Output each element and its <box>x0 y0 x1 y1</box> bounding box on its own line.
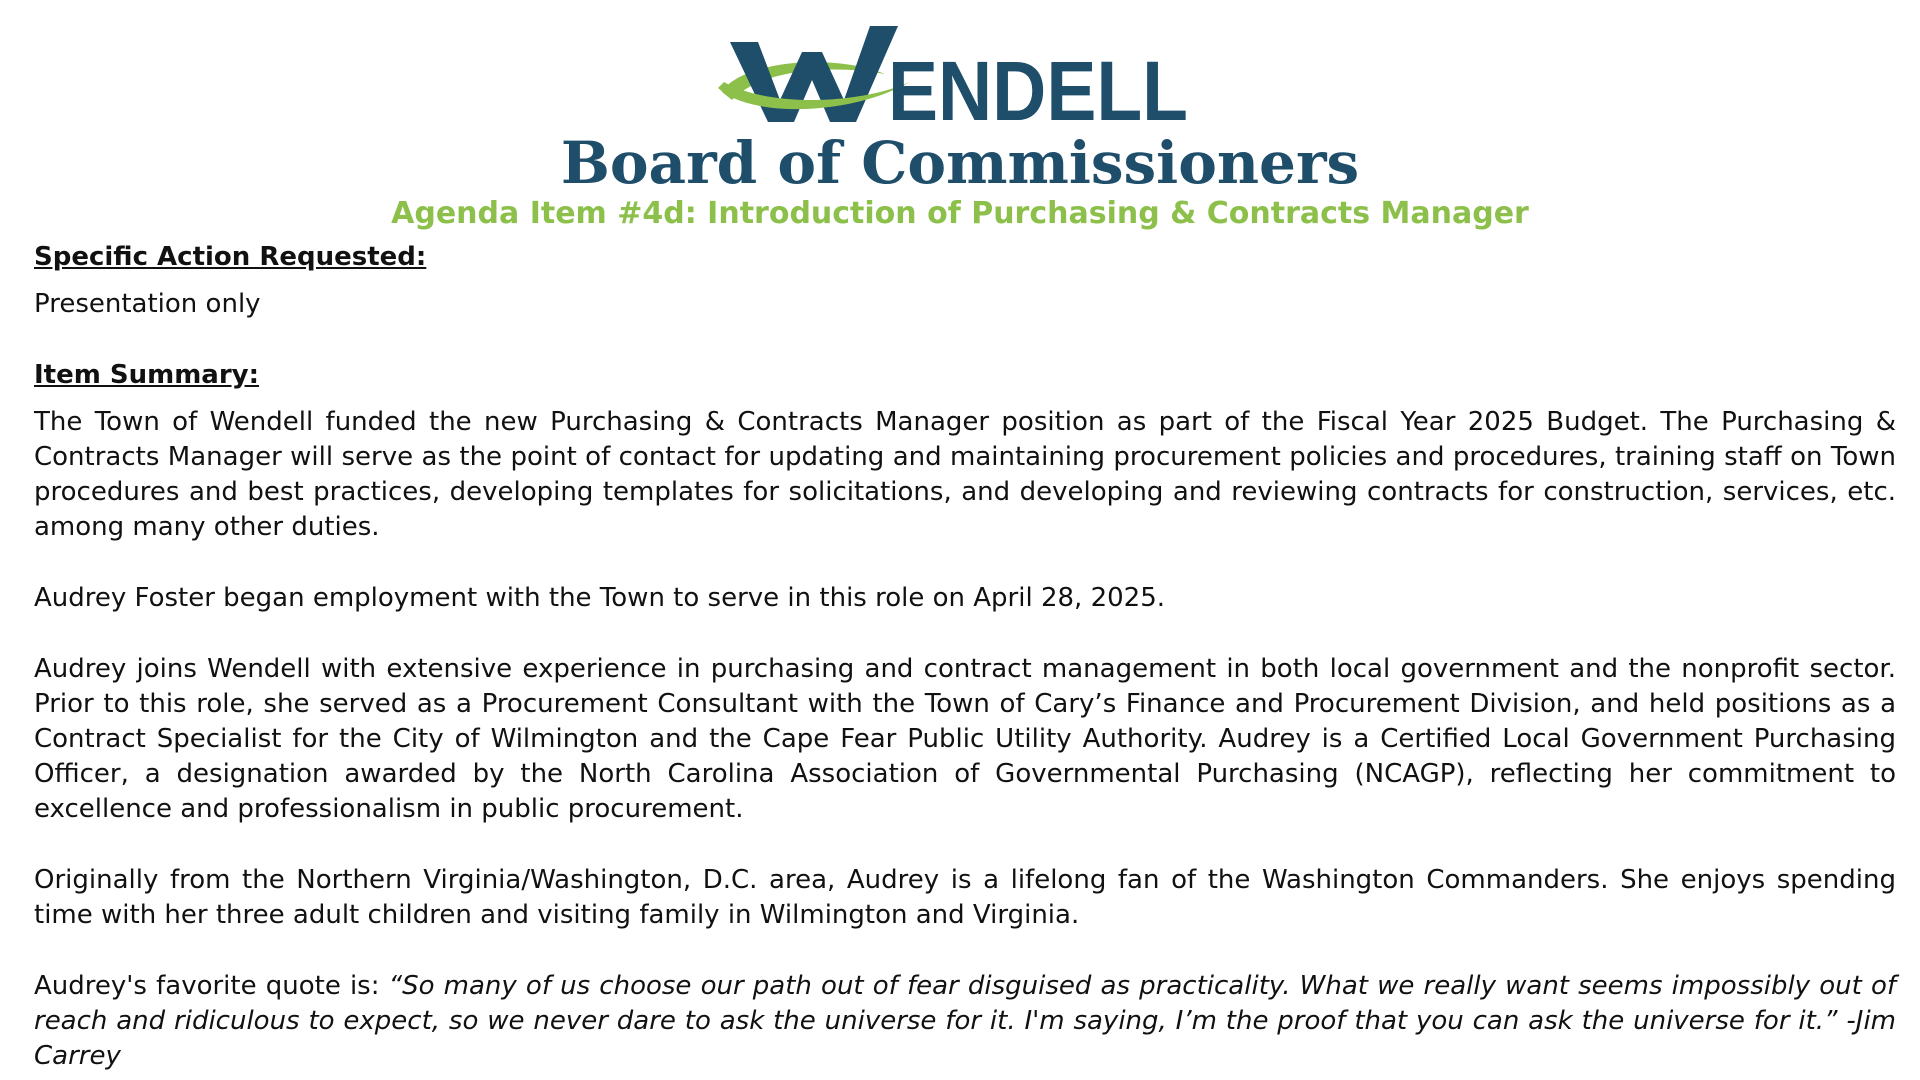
action-heading: Specific Action Requested: <box>34 242 427 272</box>
logo-wordmark-text: ENDELL <box>888 44 1188 132</box>
wendell-logo <box>710 22 1210 132</box>
quote-text: “So many of us choose our path out of fear disguised as practicality. What we really want seems impossibly out of reach and ridiculous to expect, so we never dare to ask the universe for it. I'm saying, I’m the proof that you can ask the universe for it.” -Jim Carrey <box>34 971 1897 1071</box>
summary-paragraph-experience: Audrey joins Wendell with extensive experience in purchasing and contract management in both local government and the nonprofit sector. Prior to this role, she served as a Procurement Consultant with the Town of Cary’s Finance and Procurement Division, and held positions as a Contract Specialist for the City of Wilmington and the Cape Fear Public Utility Authority. Audrey is a Certified Local Government Purchasing Officer, a designation awarded by the North Carolina Association of Governmental Purchasing (NCAGP), reflecting her commitment to excellence and professionalism in public procurement. <box>34 654 1896 824</box>
board-title: Board of Commissioners <box>560 129 1360 197</box>
agenda-item-title: Agenda Item #4d: Introduction of Purchasing & Contracts Manager <box>391 196 1529 231</box>
summary-paragraph-funding: The Town of Wendell funded the new Purchasing & Contracts Manager position as part of the Fiscal Year 2025 Budget. The Purchasing & Contracts Manager will serve as the point of contact for updating and maintaining procurement policies and procedures, training staff on Town procedures and best practices, developing templates for solicitations, and developing and reviewing contracts for construction, services, etc. among many other duties. <box>34 407 1896 542</box>
favorite-quote-paragraph <box>34 969 1896 1074</box>
summary-paragraph-personal: Originally from the Northern Virginia/Washington, D.C. area, Audrey is a lifelong fan of the Washington Commanders. She enjoys spending time with her three adult children and visiting family in Wilmington and Virginia. <box>34 865 1896 930</box>
summary-heading: Item Summary: <box>34 360 260 390</box>
action-text: Presentation only <box>34 289 261 319</box>
quote-intro: Audrey's favorite quote is: <box>34 971 389 1001</box>
summary-paragraph-start-date: Audrey Foster began employment with the Town to serve in this role on April 28, 2025. <box>34 583 1165 613</box>
document-header <box>0 22 1920 232</box>
document-body <box>34 240 1896 1074</box>
